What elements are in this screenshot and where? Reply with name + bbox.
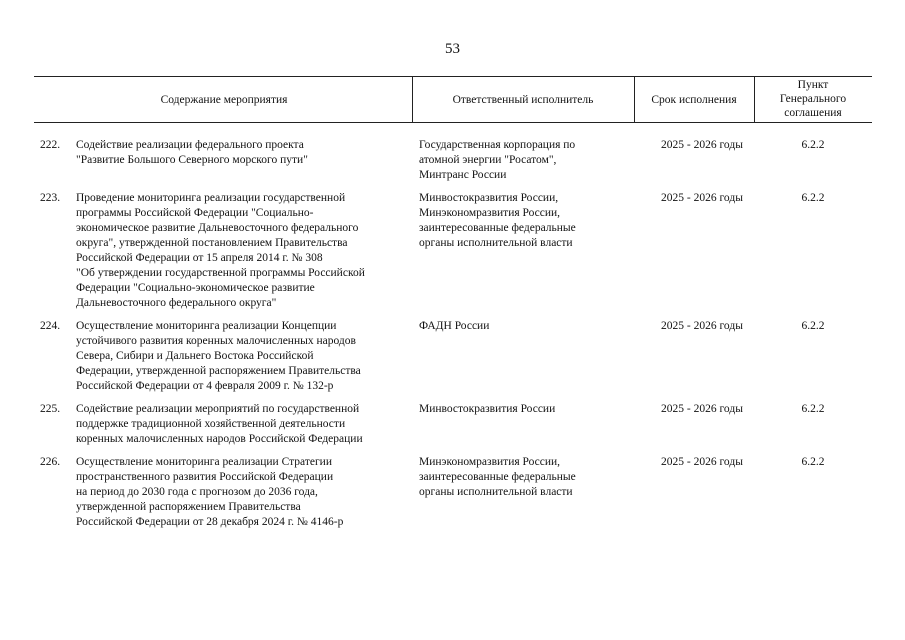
row-number: 225.	[40, 403, 61, 415]
column-header-deadline: Срок исполнения	[651, 94, 737, 106]
row-deadline: 2025 - 2026 годы	[661, 403, 743, 415]
row-responsible: ФАДН России	[419, 320, 490, 332]
table-row	[34, 191, 872, 311]
row-responsible: Минэкономразвития России, заинтересованные федеральные органы исполнительной власти	[419, 456, 576, 498]
column-header-content: Содержание мероприятия	[160, 94, 288, 106]
column-header-agreement-point: Пункт Генерального соглашения	[779, 79, 847, 119]
row-content: Содействие реализации мероприятий по государственной поддержке традиционной хозяйственной деятельности коренных малочисленных народов Российской Федерации	[76, 403, 363, 445]
row-deadline: 2025 - 2026 годы	[661, 192, 743, 204]
row-content: Содействие реализации федерального проекта "Развитие Большого Северного морского пути"	[76, 139, 308, 166]
row-responsible: Государственная корпорация по атомной энергии "Росатом", Минтранс России	[419, 139, 576, 181]
column-header-responsible: Ответственный исполнитель	[452, 94, 594, 106]
row-number: 224.	[40, 320, 61, 332]
page-number: 53	[445, 41, 460, 57]
row-number: 222.	[40, 139, 61, 151]
row-deadline: 2025 - 2026 годы	[661, 456, 743, 468]
row-content: Проведение мониторинга реализации государственной программы Российской Федерации "Социально- экономическое развитие Дальневосточного федерального округа", утвержденной постановлением Правительства Российской Федерации от 15 апреля 2014 г. № 308 "Об утверждении государственной программы Российской Федерации "Социально-экономическое развитие Дальневосточного федерального округа"	[76, 192, 365, 309]
table-row	[34, 455, 872, 530]
table-header-top-rule	[34, 76, 872, 77]
row-agreement-point: 6.2.2	[801, 403, 825, 415]
row-deadline: 2025 - 2026 годы	[661, 139, 743, 151]
row-content: Осуществление мониторинга реализации Стратегии пространственного развития Российской Федерации на период до 2030 года с прогнозом до 2036 года, утвержденной распоряжением Правительства Российской Федерации от 28 декабря 2024 г. № 4146-р	[76, 456, 344, 528]
row-number: 223.	[40, 192, 61, 204]
row-number: 226.	[40, 456, 61, 468]
table-header-bottom-rule	[34, 122, 872, 123]
row-content: Осуществление мониторинга реализации Концепции устойчивого развития коренных малочисленных народов Севера, Сибири и Дальнего Востока Российской Федерации, утвержденной распоряжением Правительства Российской Федерации от 4 февраля 2009 г. № 132-р	[76, 320, 361, 392]
row-agreement-point: 6.2.2	[801, 139, 825, 151]
row-agreement-point: 6.2.2	[801, 456, 825, 468]
row-deadline: 2025 - 2026 годы	[661, 320, 743, 332]
row-responsible: Минвостокразвития России, Минэкономразвития России, заинтересованные федеральные органы исполнительной власти	[419, 192, 576, 249]
row-responsible: Минвостокразвития России	[419, 403, 556, 415]
table-row	[34, 319, 872, 394]
row-agreement-point: 6.2.2	[801, 192, 825, 204]
table-row	[34, 138, 872, 183]
table-body	[34, 138, 872, 538]
row-agreement-point: 6.2.2	[801, 320, 825, 332]
table-row	[34, 402, 872, 447]
